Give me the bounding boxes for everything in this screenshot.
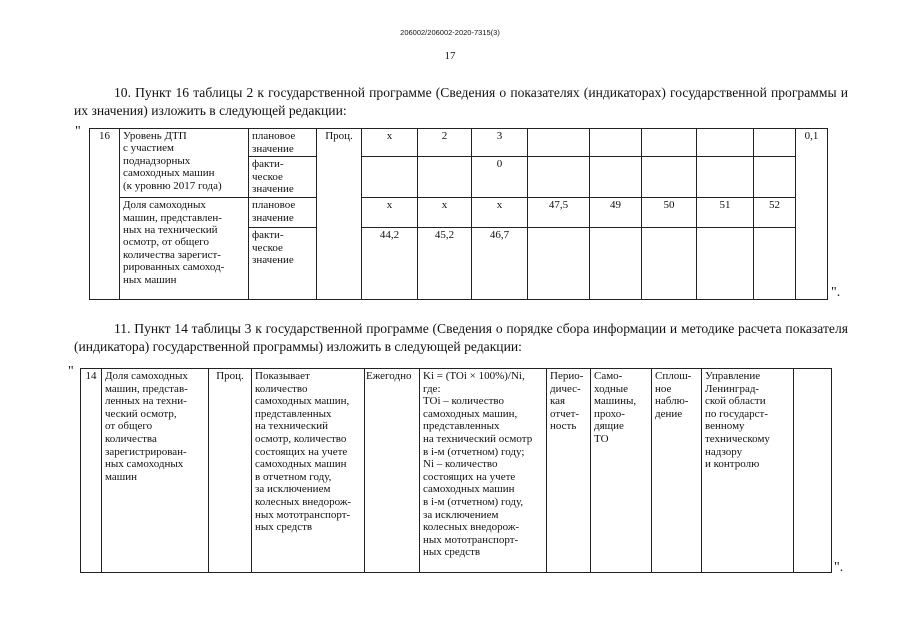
plan-label [249, 198, 317, 228]
text-line: количество [255, 382, 308, 395]
value-cell: 47,5 [528, 198, 590, 228]
section-11-paragraph: 11. Пункт 14 таблицы 3 к государственной программе (Сведения о порядке сбора информации и методике расчета показателя (индикатора) государственной программы) изложить в следующей редакции: [74, 321, 848, 354]
value-cell [754, 129, 796, 157]
text-line: TOi – количество [423, 395, 505, 408]
value-cell [754, 157, 796, 198]
text-line: Само- [594, 370, 623, 382]
text-line: ческое [252, 170, 283, 183]
text-line: ской области [705, 395, 766, 408]
indicator-name-dtp [120, 129, 249, 198]
value-cell [590, 129, 642, 157]
value-cell: 51 [697, 198, 754, 228]
value-cell [697, 129, 754, 157]
text-line: ность [550, 420, 577, 433]
value-cell: 52 [754, 198, 796, 228]
text-line: состоящих на учете [255, 445, 348, 458]
empty-cell [794, 369, 832, 573]
responsible-cell [702, 369, 794, 573]
text-line: ных средств [255, 521, 313, 534]
indicator-values-table [89, 128, 828, 300]
text-line: Доля самоходных [105, 370, 188, 382]
text-line: и контролю [705, 458, 760, 471]
text-line: значение [252, 183, 294, 196]
text-line: ных мототранспорт- [255, 508, 351, 521]
text-line: количества [105, 432, 157, 445]
text-line: в i-м (отчетном) году, [423, 495, 524, 508]
text-line: машин [105, 470, 138, 483]
text-line: ТО [594, 432, 609, 445]
value-cell: 3 [472, 129, 528, 157]
text-line: количества зарегист- [123, 248, 221, 261]
text-line: в отчетном году, [255, 470, 332, 483]
definition-cell [252, 369, 365, 573]
text-line: Сплош- [655, 370, 692, 382]
value-cell: х [472, 198, 528, 228]
value-cell [418, 157, 472, 198]
text-line: от общего [105, 420, 153, 433]
text-line: осмотр, количество [255, 432, 347, 445]
text-line: наблю- [655, 395, 689, 408]
value-cell: 49 [590, 198, 642, 228]
value-cell [642, 228, 697, 300]
row-number: 14 [81, 369, 102, 573]
text-line: ленных на техни- [105, 395, 187, 408]
text-line: Доля самоходных [123, 199, 206, 212]
unit-cell: Проц. [209, 369, 252, 573]
value-cell: х [418, 198, 472, 228]
text-line: Показывает [255, 370, 310, 382]
text-line: кая [550, 395, 566, 408]
text-line: Уровень ДТП [123, 130, 187, 142]
text-line: техническому [705, 432, 770, 445]
value-cell: 50 [642, 198, 697, 228]
indicator-name-inspection [120, 198, 249, 300]
table-row [90, 129, 828, 157]
text-line: ных на технический [123, 224, 218, 236]
text-line: дение [655, 407, 683, 420]
source-cell [547, 369, 591, 573]
text-line: поднадзорных [123, 154, 191, 167]
text-line: зарегистрирован- [105, 445, 187, 458]
text-line: машин, представ- [105, 382, 188, 395]
text-line: дичес- [550, 382, 581, 395]
value-cell [528, 228, 590, 300]
value-cell [528, 129, 590, 157]
text-line: прохо- [594, 407, 625, 420]
periodicity-cell: Ежегодно [365, 369, 420, 573]
method-cell [652, 369, 702, 573]
text-line: представленных [423, 420, 500, 433]
text-line: по государст- [705, 407, 769, 420]
table-row [90, 198, 828, 228]
value-cell [590, 228, 642, 300]
text-line: Перио- [550, 370, 584, 382]
text-line: плановое [252, 199, 296, 212]
text-line: самоходных машин [255, 458, 347, 471]
text-line: за исключением [423, 508, 499, 521]
value-cell: х [362, 129, 418, 157]
value-cell: х [362, 198, 418, 228]
value-cell: 45,2 [418, 228, 472, 300]
page-number: 17 [444, 50, 456, 62]
text-line: колесных внедорож- [423, 521, 520, 534]
value-cell [642, 157, 697, 198]
value-cell [697, 228, 754, 300]
text-line: ных мототранспорт- [423, 533, 519, 546]
text-line: самоходных машин [123, 167, 215, 180]
text-line: Ni – количество [423, 458, 498, 471]
value-cell [590, 157, 642, 198]
object-cell [591, 369, 652, 573]
text-line: на технический [255, 420, 329, 433]
text-line: состоящих на учете [423, 470, 516, 483]
text-line: факти- [252, 229, 284, 242]
value-cell [362, 157, 418, 198]
text-line: рированных самоход- [123, 261, 225, 274]
section-10-paragraph: 10. Пункт 16 таблицы 2 к государственной программе (Сведения о показателях (индикаторах) государственной программы и их значения) изложить в следующей редакции: [74, 85, 848, 118]
text-line: в i-м (отчетном) году; [423, 445, 525, 458]
text-line: Ki = (TOi × 100%)/Ni, [423, 370, 525, 382]
table-row [81, 369, 832, 573]
text-line: ческий осмотр, [105, 407, 177, 420]
document-number: 206002/206002-2020-7315(3) [400, 28, 500, 37]
plan-label [249, 129, 317, 157]
text-line: машин, представлен- [123, 211, 222, 224]
text-line: Управление [705, 370, 761, 382]
formula-cell [420, 369, 547, 573]
section-10-close-quote: ". [831, 285, 841, 300]
value-cell [754, 228, 796, 300]
text-line: надзору [705, 445, 743, 458]
fact-label [249, 157, 317, 198]
text-line: отчет- [550, 407, 580, 420]
text-line: факти- [252, 158, 284, 171]
text-line: машины, [594, 395, 637, 408]
fact-label [249, 228, 317, 300]
value-cell: 2 [418, 129, 472, 157]
value-cell [528, 157, 590, 198]
methodology-table [80, 368, 832, 573]
text-line: представленных [255, 407, 332, 420]
text-line: самоходных машин [423, 483, 515, 496]
text-line: осмотр, от общего [123, 236, 210, 249]
value-cell [697, 157, 754, 198]
text-line: колесных внедорож- [255, 495, 352, 508]
unit-cell: Проц. [317, 129, 362, 300]
text-line: самоходных машин, [255, 395, 350, 408]
text-line: (к уровню 2017 года) [123, 179, 222, 192]
text-line: за исключением [255, 483, 331, 496]
text-line: ных машин [123, 273, 177, 286]
text-line: ное [655, 382, 672, 395]
text-line: ческое [252, 241, 283, 254]
text-line: плановое [252, 130, 296, 142]
value-cell: 44,2 [362, 228, 418, 300]
text-line: значение [252, 254, 294, 267]
text-line: венному [705, 420, 745, 433]
value-cell-last: 0,1 [796, 129, 828, 300]
section-10-open-quote: " [75, 124, 81, 139]
text-line: ных самоходных [105, 458, 184, 471]
text-line: дящие [594, 420, 624, 433]
text-line: ходные [594, 382, 629, 395]
text-line: Ленинград- [705, 382, 760, 395]
value-cell: 0 [472, 157, 528, 198]
text-line: значение [252, 211, 294, 224]
text-line: ных средств [423, 546, 481, 559]
text-line: с участием [123, 142, 174, 155]
section-11-close-quote: ". [834, 560, 844, 575]
text-line: где: [423, 382, 441, 395]
indicator-name [102, 369, 209, 573]
text-line: значение [252, 142, 294, 155]
value-cell [642, 129, 697, 157]
text-line: самоходных машин, [423, 407, 518, 420]
text-line: на технический осмотр [423, 432, 533, 445]
row-number: 16 [90, 129, 120, 300]
section-11-open-quote: " [68, 364, 74, 379]
value-cell: 46,7 [472, 228, 528, 300]
